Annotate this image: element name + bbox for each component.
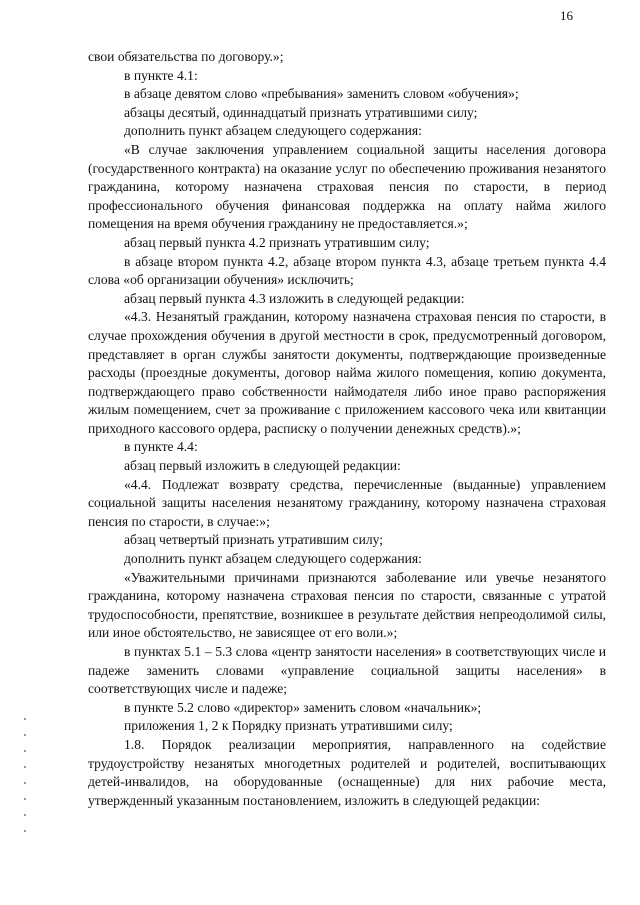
paragraph: абзац четвертый признать утратившим силу; [124, 532, 384, 548]
paragraph: в пункте 5.2 слово «директор» заменить словом «начальник»; [124, 699, 482, 715]
scan-dot [24, 798, 26, 800]
paragraph: дополнить пункт абзацем следующего содержания: [124, 551, 422, 567]
paragraph: свои обязательства по договору.»; [88, 49, 284, 64]
scan-dot [24, 782, 26, 784]
paragraph: в пунктах 5.1 – 5.3 слова «центр занятости населения» в соответствующих числе и падеже заменить словами «управление социальной защиты населения» в соответствующих числе и падеже; [88, 644, 606, 697]
paragraph: «Уважительными причинами признаются заболевание или увечье незанятого гражданина, которому назначена страховая пенсия по старости, связанные с утратой трудоспособности, препятствие, возникшее в результате действия непреодолимой силы, или иное обстоятельство, не зависящее от его воли.»; [88, 569, 606, 641]
scan-dot [24, 766, 26, 768]
paragraph: в пункте 4.4: [124, 439, 198, 455]
paragraph: «4.4. Подлежат возврату средства, перечисленные (выданные) управлением социальной защиты населения незанятому гражданину, которому назначена страховая пенсия по старости, в случае:»; [88, 476, 606, 529]
document-body [88, 48, 606, 810]
scan-dot [24, 814, 26, 816]
paragraph: приложения 1, 2 к Порядку признать утратившими силу; [124, 718, 453, 734]
paragraph: дополнить пункт абзацем следующего содержания: [124, 123, 422, 139]
paragraph: «В случае заключения управлением социальной защиты населения договора (государственного контракта) на оказание услуг по обеспечению проживания незанятого гражданина, которому назначена страховая пенсия по старости, в период профессионального обучения финансовая поддержка на оплату найма жилого помещения на время обучения гражданину не предоставляется.»; [88, 141, 606, 232]
paragraph: в абзаце втором пункта 4.2, абзаце втором пункта 4.3, абзаце третьем пункта 4.4 слова «об организации обучения» исключить; [88, 253, 606, 288]
paragraph: в абзаце девятом слово «пребывания» заменить словом «обучения»; [124, 86, 519, 102]
paragraph: в пункте 4.1: [124, 67, 198, 83]
scan-dot [24, 734, 26, 736]
scan-dot [24, 718, 26, 720]
paragraph: абзацы десятый, одиннадцатый признать утратившими силу; [124, 104, 478, 120]
paragraph: абзац первый изложить в следующей редакции: [124, 458, 401, 474]
scan-margin-marks [24, 718, 26, 838]
paragraph: абзац первый пункта 4.2 признать утратившим силу; [124, 234, 430, 250]
page-number: 16 [560, 8, 573, 23]
paragraph: «4.3. Незанятый гражданин, которому назначена страховая пенсия по старости, в случае прохождения обучения в другой местности в срок, предусмотренный договором, представляет в орган службы занятости документы, подтверждающие произведенные расходы (проездные документы, договор найма жилого помещения, копию документа, подтверждающего право собственности наймодателя либо иное право распоряжения жилым помещением, счет за проживание с приложением кассового чека или квитанции приходного кассового ордера, расписку о получении денежных средств).»; [88, 309, 606, 436]
paragraph: 1.8. Порядок реализации мероприятия, направленного на содействие трудоустройству незанятых многодетных родителей и родителей, воспитывающих детей-инвалидов, на оборудованные (оснащенные) для них рабочие места, утвержденный указанным постановлением, изложить в следующей редакции: [88, 736, 606, 808]
scan-dot [24, 750, 26, 752]
scan-dot [24, 830, 26, 832]
paragraph: абзац первый пункта 4.3 изложить в следующей редакции: [124, 290, 465, 306]
